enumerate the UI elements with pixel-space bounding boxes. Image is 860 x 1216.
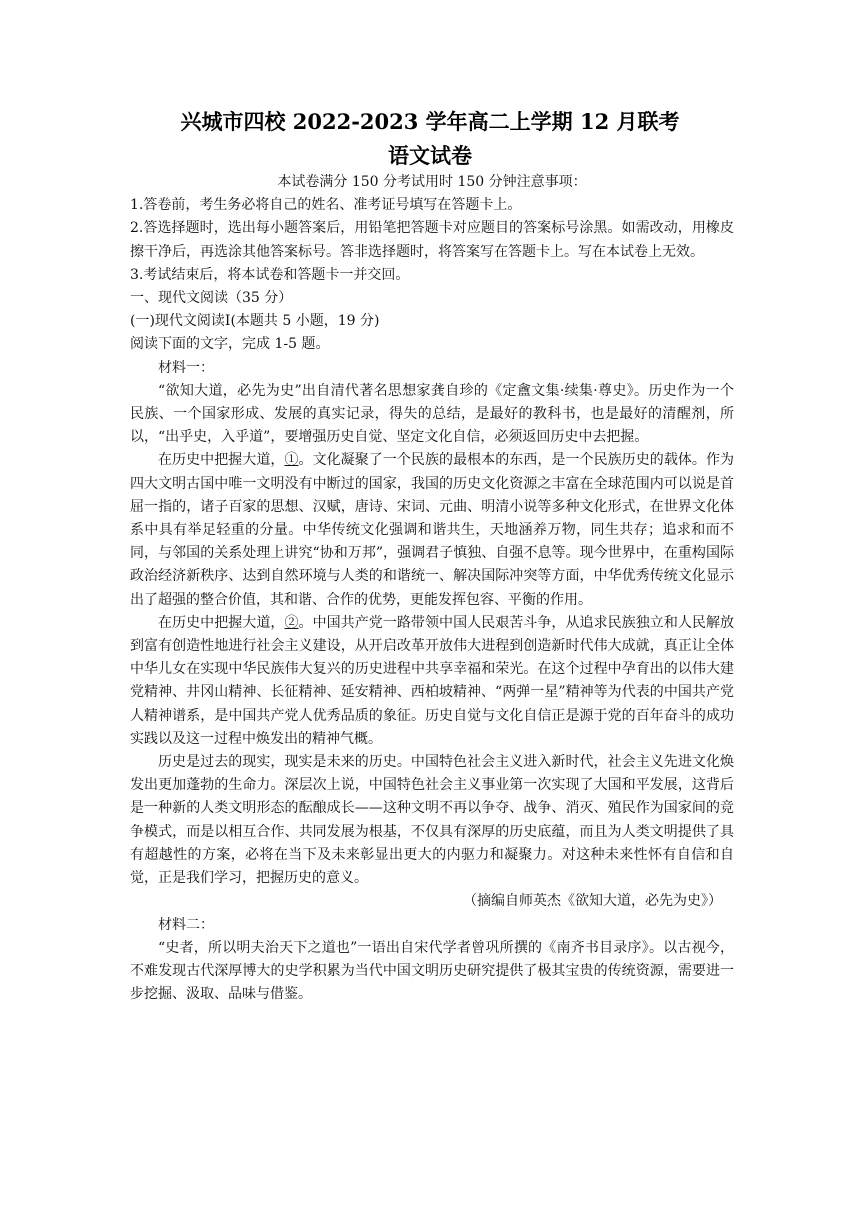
paragraph-text: 。文化凝聚了一个民族的最根本的东西，是一个民族历史的载体。作为四大文明古国中唯一文明没有中断过的国家，我国的历史文化资源之丰富在全球范围内可以说是首屈一指的，诸子百家的思想、汉赋，唐诗、宋词、元曲、明清小说等多种文化形式，在世界文化体系中具有举足轻重的分量。中华传统文化强调和谐共生，天地涵养万物，同生共存；追求和而不同，与邻国的关系处理上讲究“协和万邦”，强调君子慎独、自强不息等。现今世界中，在重构国际政治经济新秩序、达到自然环境与人类的和谐统一、解决国际冲突等方面，中华优秀传统文化显示出了超强的整合价值，其和谐、合作的优势，更能发挥包容、平衡的作用。 xyxy=(130,452,735,608)
notice-intro: 本试卷满分 150 分考试用时 150 分钟注意事项： xyxy=(277,174,587,190)
material-2-paragraph-1: “史者，所以明夫治天下之道也”一语出自宋代学者曾巩所撰的《南齐书目录序》。以古视今，不难发现古代深厚博大的史学积累为当代中国文明历史研究提供了极其宝贵的传统资源，需要进一步挖掘、汲取、品味与借鉴。 xyxy=(130,939,734,1003)
exam-title: 兴城市四校 2022-2023 学年高二上学期 12 月联考 xyxy=(180,109,680,134)
blank-marker-2: ② xyxy=(284,614,299,631)
exam-subtitle: 语文试卷 xyxy=(388,143,472,168)
notice-item-2: 2.答选择题时，选出每小题答案后，用铅笔把答题卡对应题目的答案标号涂黑。如需改动，用橡皮擦干净后，再选涂其他答案标号。答非选择题时，将答案写在答题卡上。写在本试卷上无效。 xyxy=(130,220,734,260)
paragraph-lead: 在历史中把握大道， xyxy=(158,452,285,469)
notice-item-1: 1.答卷前，考生务必将自己的姓名、准考证号填写在答题卡上。 xyxy=(130,197,522,214)
material-1-source: （摘编自师英杰《欲知大道，必先为史》） xyxy=(463,893,722,910)
notice-item-3: 3.考试结束后，将本试卷和答题卡一并交回。 xyxy=(130,266,410,283)
section-instruction: 阅读下面的文字，完成 1-5 题。 xyxy=(130,336,330,353)
material-2-label: 材料二： xyxy=(158,916,214,933)
paragraph-text: 。中国共产党一路带领中国人民艰苦斗争，从追求民族独立和人民解放到富有创造性地进行社会主义建设，从开启改革开放伟大进程到创造新时代伟大成就，真正让全体中华儿女在实现中华民族伟大复兴的历史进程中共享幸福和荣光。在这个过程中孕育出的以伟大建党精神、井冈山精神、长征精神、延安精神、西柏坡精神、“两弹一星”精神等为代表的中国共产党人精神谱系，是中国共产党人优秀品质的象征。历史自觉与文化自信正是源于党的百年奋斗的成功实践以及这一过程中焕发出的精神气概。 xyxy=(130,614,735,747)
paragraph-lead: 在历史中把握大道， xyxy=(158,614,285,631)
material-1-paragraph-2 xyxy=(130,449,734,611)
exam-body xyxy=(130,171,734,1006)
material-1-paragraph-1: “欲知大道，必先为史”出自清代著名思想家龚自珍的《定盦文集·续集·尊史》。历史作为一个民族、一个国家形成、发展的真实记录，得失的总结，是最好的教科书，也是最好的清醒剂，所以，“出乎史，入乎道”，要增强历史自觉、坚定文化自信，必须返回历史中去把握。 xyxy=(130,382,734,446)
section-heading: 一、现代文阅读（35 分） xyxy=(130,290,293,307)
blank-marker-1: ① xyxy=(284,452,299,469)
section-subheading: (一)现代文阅读Ⅰ(本题共 5 小题，19 分) xyxy=(130,313,380,330)
material-1-paragraph-3 xyxy=(130,612,734,751)
material-1-paragraph-4: 历史是过去的现实，现实是未来的历史。中国特色社会主义进入新时代，社会主义先进文化焕发出更加蓬勃的生命力。深层次上说，中国特色社会主义事业第一次实现了大国和平发展，这背后是一种新的人类文明形态的酝酿成长——这种文明不再以争夺、战争、消灭、殖民作为国家间的竞争模式，而是以相互合作、共同发展为根基，不仅具有深厚的历史底蕴，而且为人类文明提供了具有超越性的方案，必将在当下及未来彰显出更大的内驱力和凝聚力。对这种未来性怀有自信和自觉，正是我们学习，把握历史的意义。 xyxy=(130,754,734,887)
material-1-label: 材料一： xyxy=(158,359,214,376)
